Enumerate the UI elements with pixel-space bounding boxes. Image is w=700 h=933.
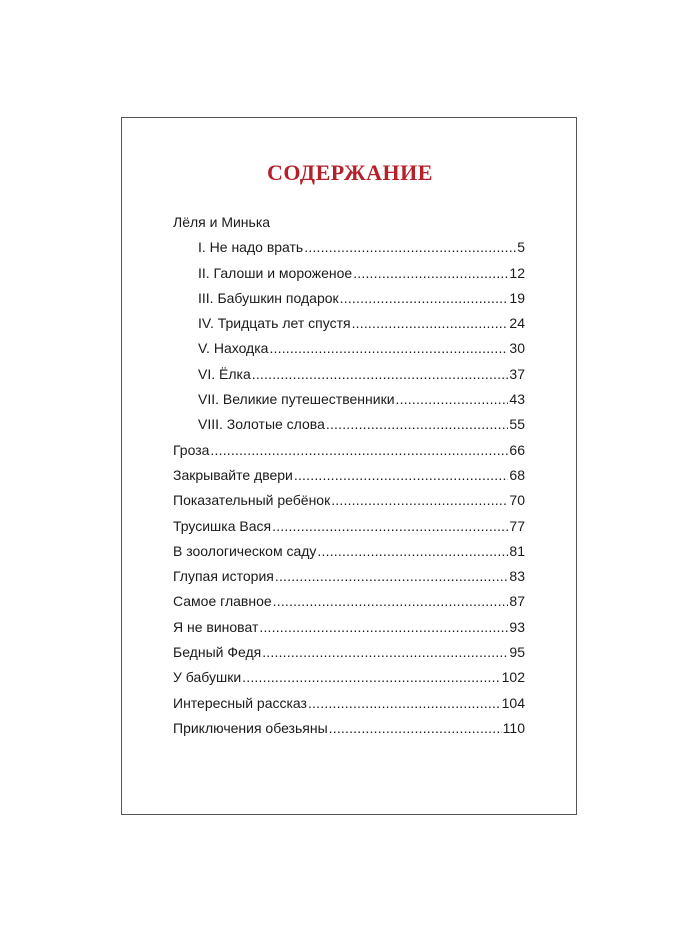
dot-leader [352,315,509,331]
toc-entry-label: У бабушки [173,669,242,686]
toc-entry-label: IV. Тридцать лет спустя [198,315,351,332]
toc-entry-page: 83 [509,568,525,585]
toc-entry-label: Приключения обезьяны [173,719,328,736]
toc-entry-page: 5 [517,239,525,256]
toc-entry-page: 30 [509,340,525,357]
toc-entry[interactable] [173,669,525,694]
toc-entry[interactable] [173,467,525,492]
toc-entry-label: Бедный Федя [173,644,262,661]
toc-entry-page: 93 [509,618,525,635]
dot-leader [210,442,508,458]
dot-leader [262,644,508,660]
dot-leader [242,669,500,685]
toc-entry-page: 102 [501,669,525,686]
toc-sub-entry[interactable] [173,416,525,441]
toc-entry[interactable] [173,720,525,745]
toc-entry[interactable] [173,593,525,618]
toc-entry-label: Интересный рассказ [173,694,307,711]
toc-entry-label: VI. Ёлка [198,365,251,382]
dot-leader [269,340,508,356]
toc-entry-page: 81 [509,542,525,559]
dot-leader [308,695,501,711]
toc-entry-page: 104 [501,694,525,711]
toc-entry-label: V. Находка [198,340,269,357]
toc-entry-page: 55 [509,416,525,433]
dot-leader [259,619,508,635]
toc-entry[interactable] [173,644,525,669]
toc-sub-entry[interactable] [173,315,525,340]
toc-entry-label: II. Галоши и мороженое [198,264,353,281]
toc-entry[interactable] [173,568,525,593]
toc-entry-label: Глупая история [173,568,274,585]
toc-entry-label: Трусишка Вася [173,517,272,534]
toc-entry[interactable] [173,619,525,644]
toc-entry-label: I. Не надо врать [198,239,304,256]
toc-entry-page: 66 [509,441,525,458]
dot-leader [273,593,509,609]
toc-sub-entry[interactable] [173,340,525,365]
toc-entry-label: Гроза [173,441,210,458]
toc-entry-page: 77 [509,517,525,534]
toc-sub-entry[interactable] [173,391,525,416]
toc-entry-page: 24 [509,315,525,332]
dot-leader [272,518,508,534]
toc-entry-page: 70 [509,492,525,509]
toc-entry-label: VII. Великие путешественники [198,391,395,408]
dot-leader [317,543,508,559]
dot-leader [353,265,508,281]
toc-entry-label: Показательный ребёнок [173,492,331,509]
dot-leader [396,391,509,407]
toc-sub-entry[interactable] [173,290,525,315]
toc-entry-label: III. Бабушкин подарок [198,289,339,306]
dot-leader [331,492,508,508]
dot-leader [340,290,509,306]
toc-entry[interactable] [173,492,525,517]
toc-entry-label: Закрывайте двери [173,466,293,483]
toc-entry-page: 110 [502,719,525,736]
toc-entry-page: 19 [509,289,525,306]
toc-entry-page: 43 [509,391,525,408]
toc-entry-page: 95 [509,644,525,661]
dot-leader [294,467,509,483]
dot-leader [304,239,516,255]
toc-entry[interactable] [173,695,525,720]
toc-section-heading: Лёля и Минька [173,214,271,230]
toc-entry[interactable] [173,442,525,467]
toc-sub-entry[interactable] [173,265,525,290]
toc-entry[interactable] [173,518,525,543]
toc-entry[interactable] [173,543,525,568]
toc-entry-label: VIII. Золотые слова [198,416,325,433]
toc-title: СОДЕРЖАНИЕ [267,160,433,185]
toc-entry-label: Самое главное [173,593,272,610]
toc-entry-label: В зоологическом саду [173,542,317,559]
toc-sub-entry[interactable] [173,366,525,391]
dot-leader [252,366,509,382]
toc-entry-page: 12 [509,264,525,281]
toc-entry-page: 87 [509,593,525,610]
table-of-contents [173,214,525,745]
toc-sub-entry[interactable] [173,239,525,264]
dot-leader [329,720,502,736]
toc-entry-label: Я не виноват [173,618,259,635]
toc-entry-page: 68 [509,466,525,483]
dot-leader [275,568,509,584]
dot-leader [326,416,509,432]
toc-entry-page: 37 [509,365,525,382]
